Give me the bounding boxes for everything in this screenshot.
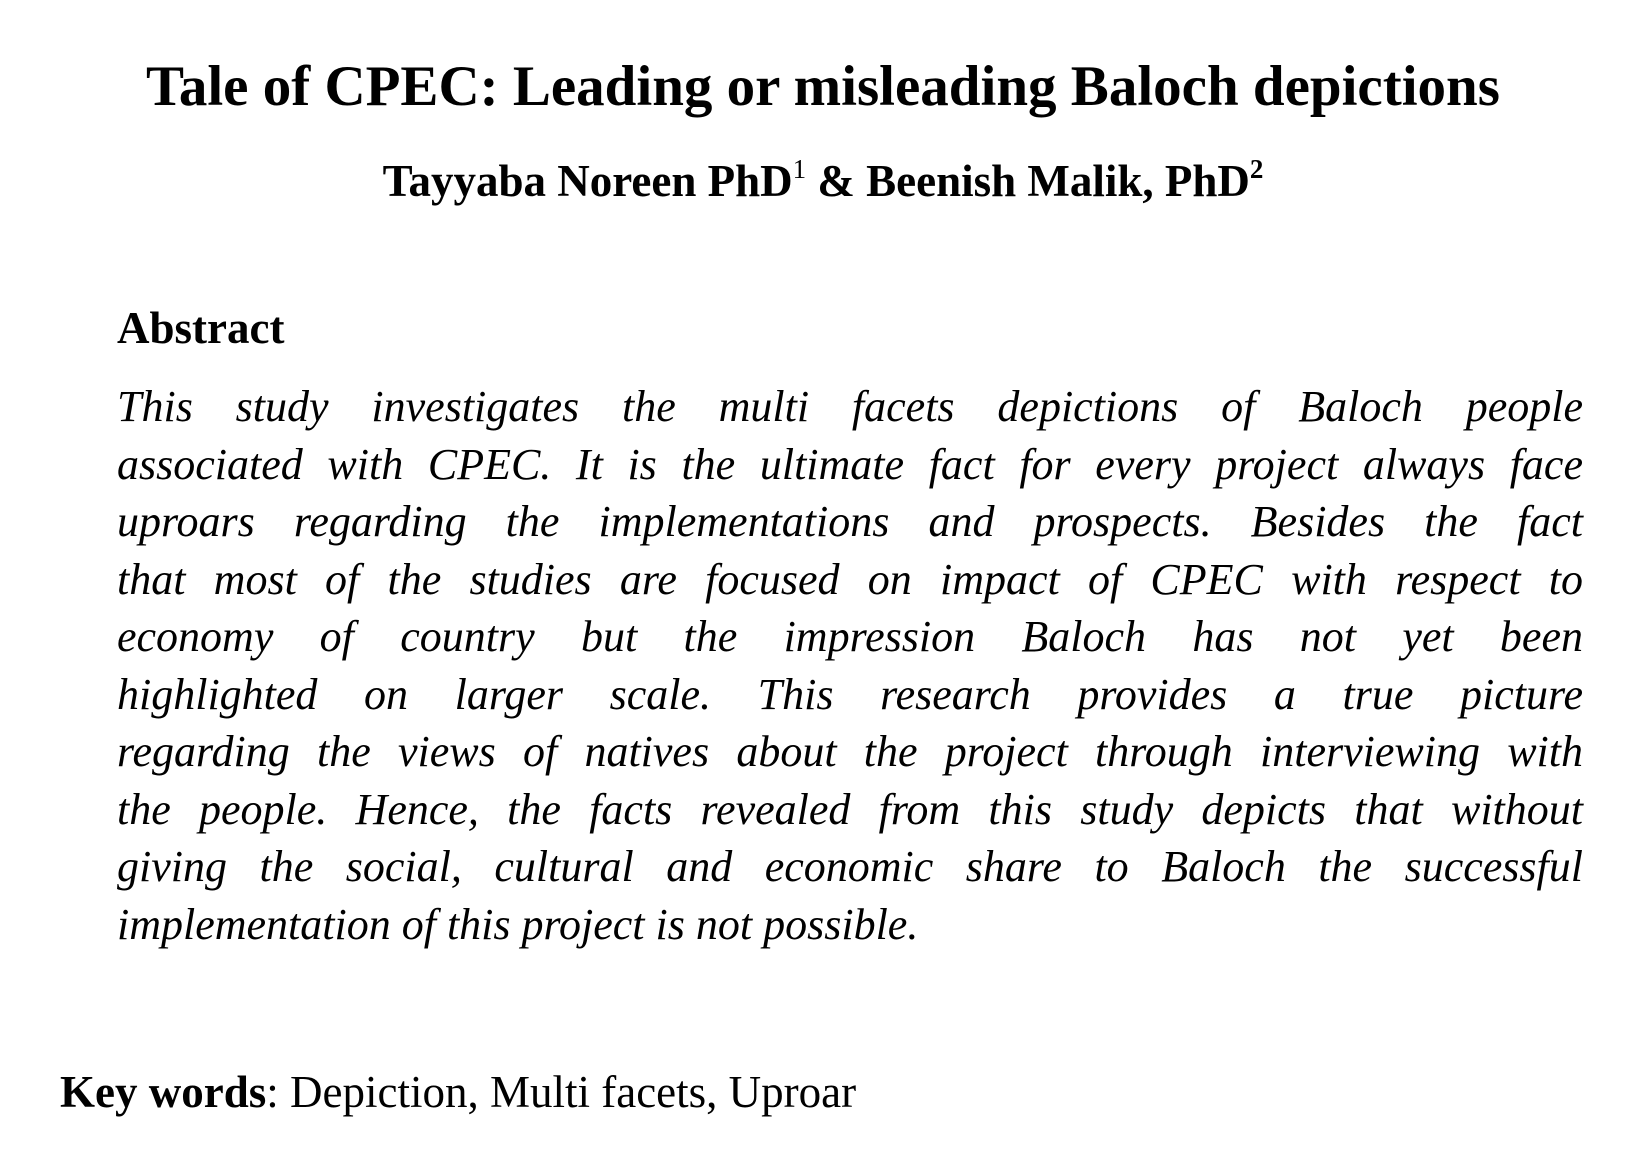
abstract-line: the people. Hence, the facts revealed from this study depicts that without: [117, 784, 1583, 834]
author-1-name: Tayyaba Noreen PhD: [382, 156, 793, 206]
author-1-affiliation-mark: 1: [792, 154, 807, 184]
keywords-value: Depiction, Multi facets, Uproar: [290, 1067, 857, 1117]
author-2-name: Beenish Malik, PhD: [866, 156, 1250, 206]
keywords-label: Key words: [60, 1067, 267, 1117]
abstract-body: [117, 378, 1583, 953]
author-2-affiliation-mark: 2: [1249, 154, 1264, 184]
abstract-heading: Abstract: [117, 303, 285, 353]
author-line: [0, 153, 1646, 209]
abstract-line: economy of country but the impression Baloch has not yet been: [117, 612, 1583, 661]
author-separator: &: [806, 156, 867, 206]
keywords-separator: :: [266, 1067, 291, 1117]
abstract-line: uproars regarding the implementations and prospects. Besides the fact: [117, 497, 1583, 546]
abstract-line: associated with CPEC. It is the ultimate fact for every project always face: [117, 439, 1583, 489]
abstract-line: implementation of this project is not possible.: [117, 899, 919, 949]
paper-title: Tale of CPEC: Leading or misleading Baloch depictions: [146, 55, 1500, 118]
abstract-line: giving the social, cultural and economic share to Baloch the successful: [117, 842, 1583, 891]
abstract-line: This study investigates the multi facets depictions of Baloch people: [117, 382, 1583, 431]
keywords-line: [60, 1064, 856, 1120]
abstract-line: that most of the studies are focused on impact of CPEC with respect to: [117, 554, 1583, 604]
abstract-line: regarding the views of natives about the project through interviewing with: [117, 727, 1583, 776]
abstract-line: highlighted on larger scale. This research provides a true picture: [117, 669, 1583, 719]
